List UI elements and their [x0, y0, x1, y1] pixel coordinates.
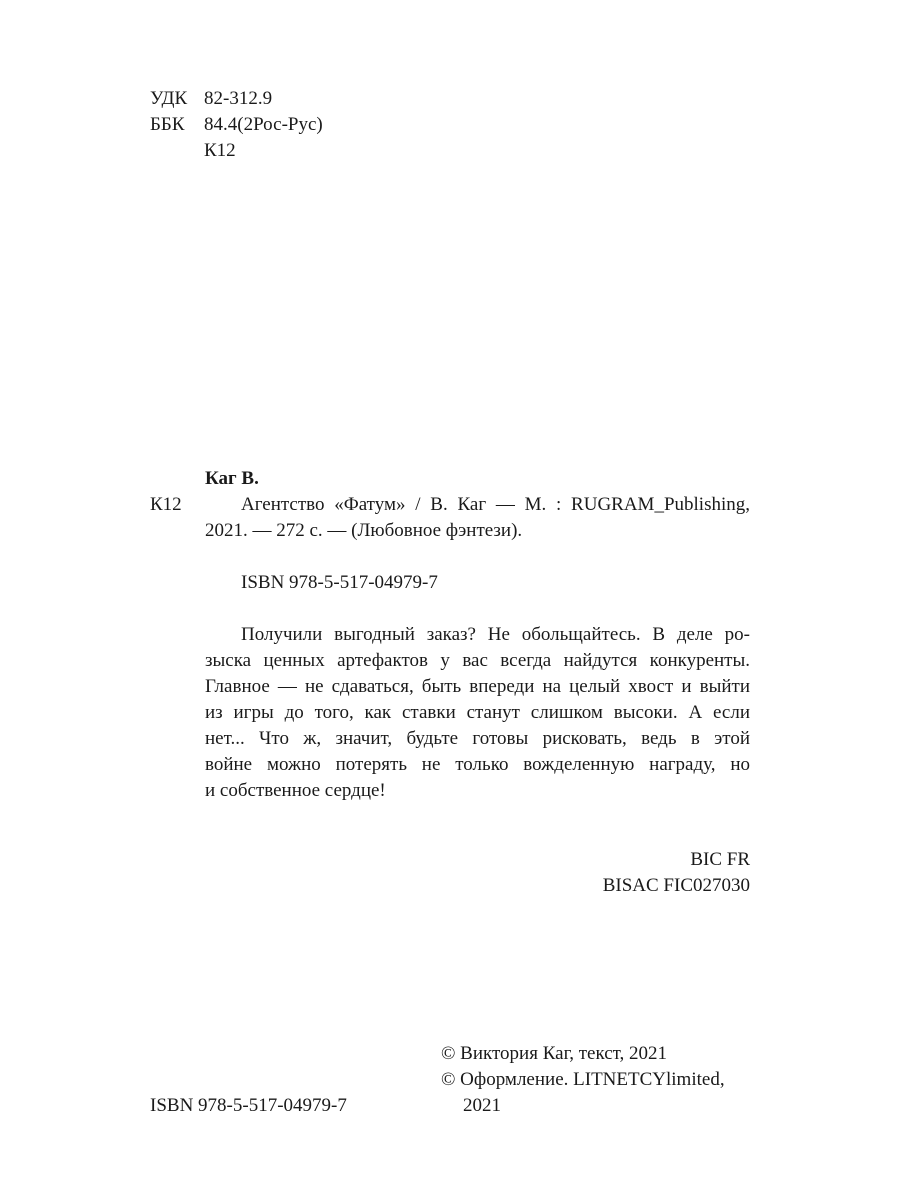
bbk-row — [150, 112, 323, 138]
annotation-line: и собственное сердце! — [205, 780, 386, 801]
bisac-code: BISAC FIC027030 — [602, 875, 750, 896]
author-mark-left: К12 — [150, 494, 182, 515]
udk-label: УДК — [150, 88, 188, 109]
author-heading: Каг В. — [205, 468, 259, 489]
bbk-value: 84.4(2Рос-Рус) — [204, 114, 323, 135]
annotation-line: Главное — не сдаваться, быть впереди на целый хвост и выйти — [205, 676, 750, 697]
copyright-block — [441, 1041, 725, 1119]
annotation-line: войне можно потерять не только вожделенную награду, но — [205, 754, 750, 775]
copyright-text: © Виктория Каг, текст, 2021 — [441, 1043, 668, 1064]
classification-block — [150, 86, 323, 164]
author-mark-row — [150, 138, 323, 164]
biblio-line-2: 2021. — 272 с. — (Любовное фэнтези). — [205, 520, 523, 541]
bbk-label: ББК — [150, 114, 185, 135]
annotation-line: из игры до того, как ставки станут слишком высоки. А если — [205, 702, 750, 723]
biblio-line-1: Агентство «Фатум» / В. Каг — М. : RUGRAM_Publishing, — [241, 494, 750, 515]
isbn-record: ISBN 978-5-517-04979-7 — [241, 572, 438, 593]
copyright-design: © Оформление. LITNETCYlimited, — [441, 1069, 725, 1090]
copyright-design-year: 2021 — [463, 1095, 501, 1116]
annotation-paragraph — [205, 622, 750, 804]
annotation-line: Получили выгодный заказ? Не обольщайтесь. В деле ро- — [241, 624, 750, 645]
udk-value: 82-312.9 — [204, 88, 273, 109]
author-mark-top: К12 — [204, 140, 236, 161]
isbn-bottom: ISBN 978-5-517-04979-7 — [150, 1095, 347, 1116]
annotation-line: нет... Что ж, значит, будьте готовы рисковать, ведь в этой — [205, 728, 750, 749]
udk-row — [150, 86, 323, 112]
annotation-line: зыска ценных артефактов у вас всегда найдутся конкуренты. — [205, 650, 750, 671]
bibliographic-description — [205, 492, 750, 544]
subject-codes — [603, 847, 750, 899]
bic-code: BIC FR — [690, 849, 750, 870]
